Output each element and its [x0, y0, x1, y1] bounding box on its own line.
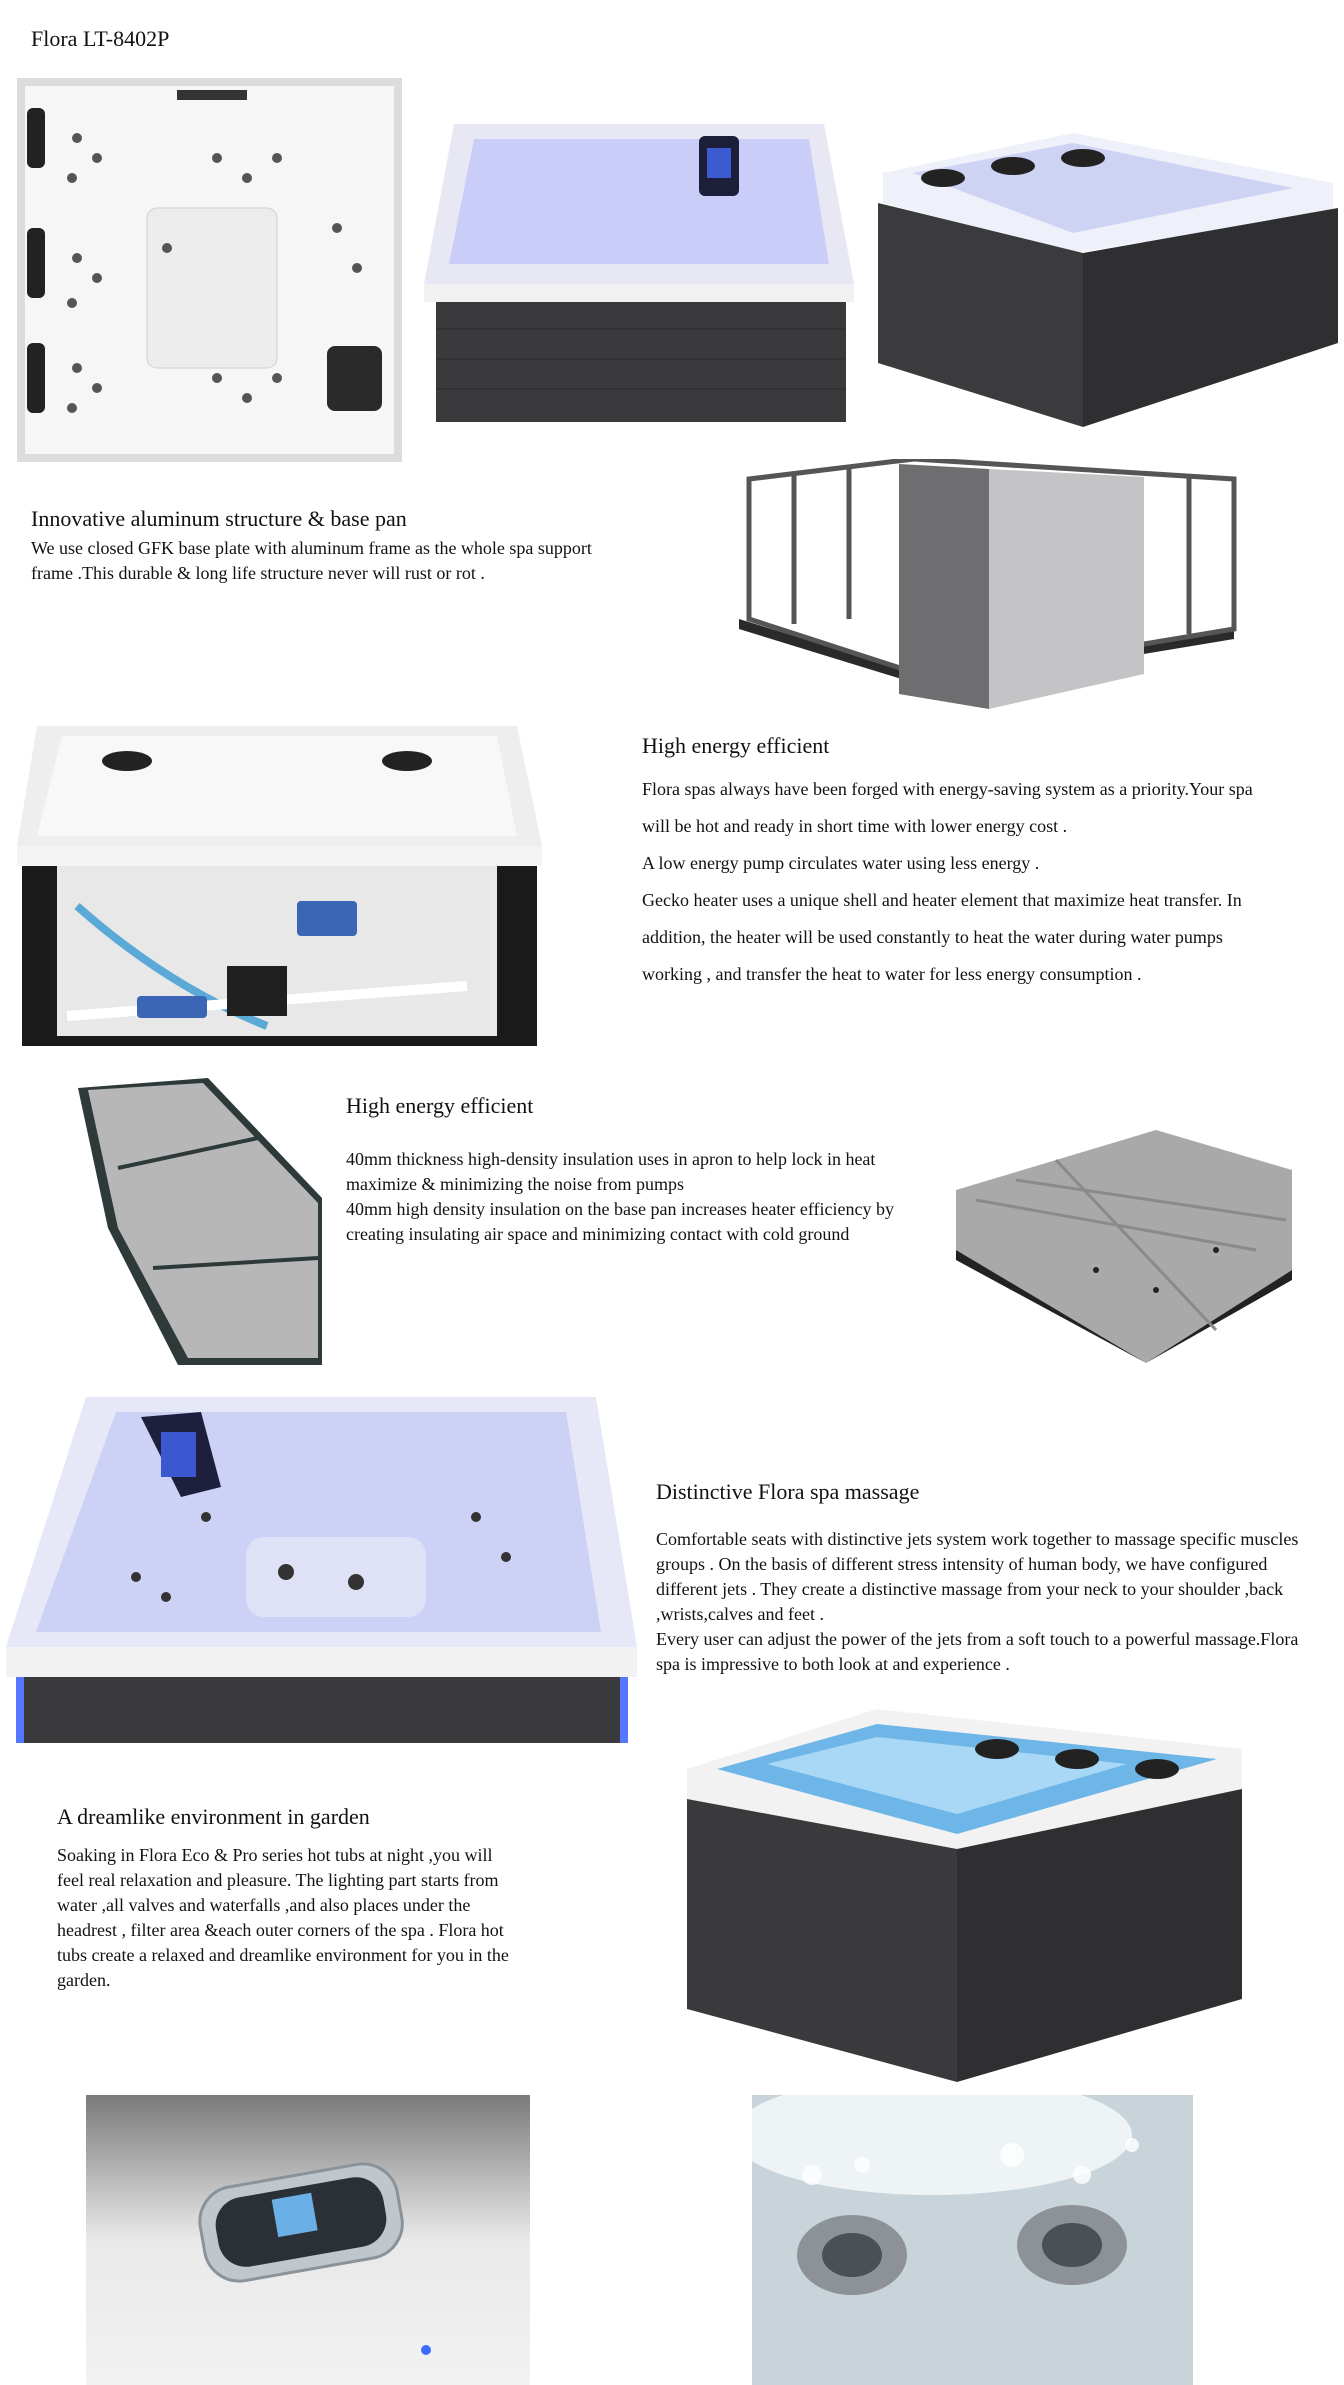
- massage-heading: Distinctive Flora spa massage: [656, 1479, 920, 1504]
- spa-internal-plumbing-image: [17, 726, 542, 1046]
- aluminum-frame-image: [734, 459, 1248, 719]
- massage-paragraph-2: Every user can adjust the power of the jets from a soft touch to a powerful massage.Flora spa is impressive to both look at and experience .: [656, 1629, 1299, 1674]
- garden-heading: A dreamlike environment in garden: [57, 1804, 370, 1829]
- apron-insulation-image: [78, 1078, 322, 1365]
- spa-massage-jets-image: [6, 1397, 637, 1743]
- energy-paragraph-3: Gecko heater uses a unique shell and heater element that maximize heat transfer. In addition, the heater will be used constantly to heat the water during water pumps working , and transfer the heat to water for less energy consumption .: [642, 890, 1242, 984]
- garden-body: Soaking in Flora Eco & Pro series hot tubs at night ,you will feel real relaxation and pleasure. The lighting part starts from water ,all valves and waterfalls ,and also places under the headrest , filter area &each outer corners of the spa . Flora hot tubs create a relaxed and dreamlike environment for you in the garden.: [57, 1845, 509, 1990]
- insulation-paragraph-1: 40mm thickness high-density insulation uses in apron to help lock in heat maximize & minimizing the noise from pumps: [346, 1149, 876, 1194]
- control-panel-closeup-image: [86, 2095, 530, 2385]
- energy-text-2: [346, 1147, 936, 1247]
- massage-text: [656, 1527, 1306, 1677]
- spa-bubbling-water-image: [677, 1709, 1242, 2082]
- spa-side-angle-image: [873, 133, 1339, 427]
- energy-paragraph-1: Flora spas always have been forged with energy-saving system as a priority.Your spa will be hot and ready in short time with lower energy cost .: [642, 779, 1253, 836]
- energy-text-1: [642, 771, 1262, 993]
- massage-jet-closeup-image: [752, 2095, 1193, 2385]
- spa-interior-lit-image: [424, 124, 860, 426]
- energy-heading-2: High energy efficient: [346, 1093, 534, 1118]
- aluminum-body: We use closed GFK base plate with aluminum frame as the whole spa support frame .This durable & long life structure never will rust or rot .: [31, 538, 592, 583]
- massage-paragraph-1: Comfortable seats with distinctive jets system work together to massage specific muscles groups . On the basis of different stress intensity of human body, we have configured different jets . They create a distinctive massage from your neck to your shoulder ,back ,wrists,calves and feet .: [656, 1529, 1299, 1624]
- product-title: Flora LT-8402P: [31, 26, 170, 51]
- energy-paragraph-2: A low energy pump circulates water using less energy .: [642, 853, 1040, 873]
- energy-heading-1: High energy efficient: [642, 733, 830, 758]
- spa-top-view-image: [17, 78, 402, 462]
- base-pan-insulation-image: [956, 1130, 1292, 1363]
- aluminum-heading: Innovative aluminum structure & base pan: [31, 506, 407, 531]
- insulation-paragraph-2: 40mm high density insulation on the base pan increases heater efficiency by creating insulating air space and minimizing contact with cold ground: [346, 1199, 895, 1244]
